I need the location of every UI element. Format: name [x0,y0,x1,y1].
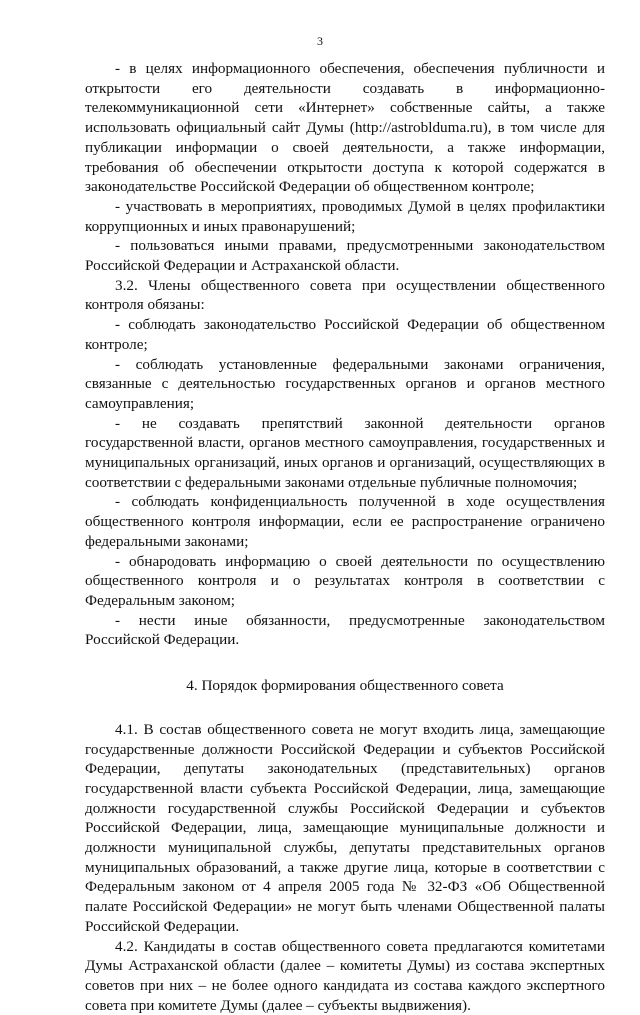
paragraph-comply-law: - соблюдать законодательство Российской Федерации об общественном контроле; [85,316,605,353]
paragraph-anticorruption: - участвовать в мероприятиях, проводимых Думой в целях профилактики коррупционных и иных правонарушений; [85,197,605,235]
document-body [85,59,605,1015]
page-number: 3 [317,34,323,48]
section-heading: 4. Порядок формирования общественного совета [186,677,504,695]
paragraph-publish-info: - обнародовать информацию о своей деятельности по осуществлению общественного контроля и о результатах контроля в соответствии с Федеральным законом; [85,552,605,609]
paragraph-4-2: 4.2. Кандидаты в состав общественного совета предлагаются комитетами Думы Астраханской области (далее – комитеты Думы) из состава экспертных советов при них – не более одного кандидата из состава каждого экспертного совета при комитете Думы (далее – субъекты выдвижения). [85,937,605,1014]
paragraph-other-rights: - пользоваться иными правами, предусмотренными законодательством Российской Федерации и Астраханской области. [85,237,605,275]
paragraph-no-obstacles: - не создавать препятствий законной деятельности органов государственной власти, органов местного самоуправления, государственных и муниципальных организаций, иных органов и организаций, осуществляющих в соответствии с федеральными законами отдельные публичные полномочия; [85,414,605,491]
paragraph-3-2-duties: 3.2. Члены общественного совета при осуществлении общественного контроля обязаны: [85,276,605,314]
paragraph-restrictions: - соблюдать установленные федеральными законами ограничения, связанные с деятельностью государственных органов и органов местного самоуправления; [85,355,605,412]
paragraph-confidentiality: - соблюдать конфиденциальность полученной в ходе осуществления общественного контроля информации, если ее распространение ограничено федеральными законами; [85,493,605,550]
paragraph-4-1: 4.1. В состав общественного совета не могут входить лица, замещающие государственные должности Российской Федерации и субъектов Российской Федерации, депутаты законодательных (представительных) органов государственной власти субъекта Российской Федерации, лица, замещающие должности государственной службы Российской Федерации и субъектов Российской Федерации, лица, замещающие муниципальные должности и должности муниципальной службы, депутаты представительных органов муниципальных образований, а также другие лица, которые в соответствии с Федеральным законом от 4 апреля 2005 года № 32-ФЗ «Об Общественной палате Российской Федерации» не могут быть членами Общественной палаты Российской Федерации. [85,720,605,935]
paragraph-information-support: - в целях информационного обеспечения, обеспечения публичности и открытости его деятельности создавать в информационно-телекоммуникационной сети «Интернет» собственные сайты, а также использовать официальный сайт Думы (http://astrobldumа.ru), в том числе для публикации информации о своей деятельности, а также информации, требования об обеспечении открытости доступа к которой содержатся в законодательстве Российской Федерации об общественном контроле; [85,60,605,196]
paragraph-other-duties: - нести иные обязанности, предусмотренные законодательством Российской Федерации. [85,611,605,649]
